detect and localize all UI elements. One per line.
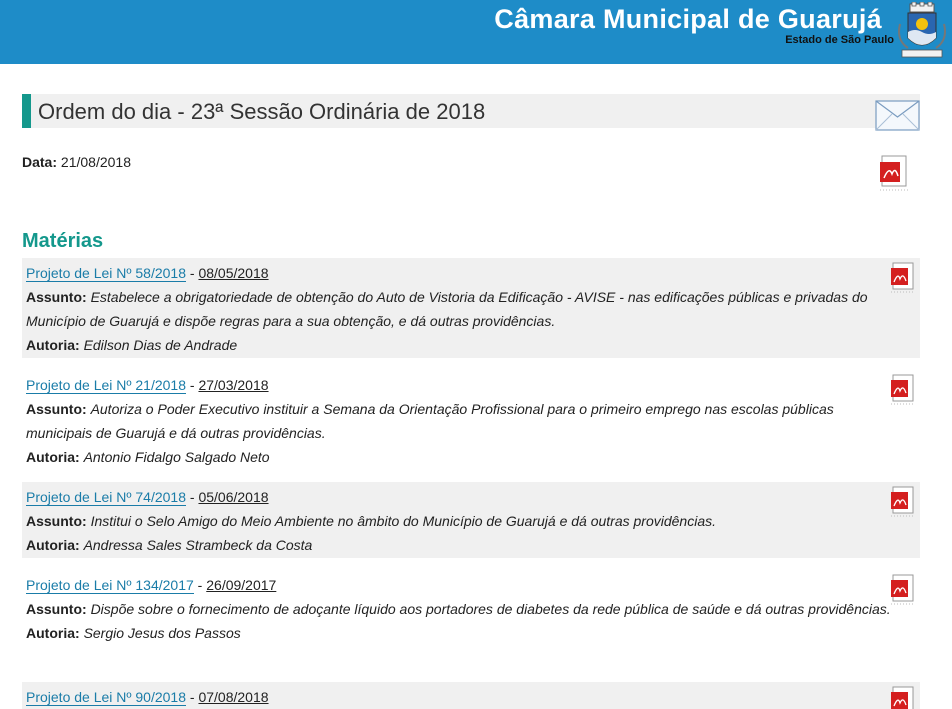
list-item [22, 482, 920, 558]
author-label: Autoria: [26, 625, 80, 641]
project-link[interactable]: Projeto de Lei Nº 58/2018 [26, 265, 187, 281]
project-date-link[interactable]: 07/08/2018 [198, 689, 269, 705]
title-accent [22, 94, 31, 128]
subject-text: Autoriza o Poder Executivo instituir a Semana da Orientação Profissional para o primeiro emprego nas escolas públicas municipais de Guarujá e dá outras providências. [26, 401, 834, 441]
pdf-icon[interactable] [890, 574, 916, 606]
list-item [22, 570, 920, 670]
list-item [22, 258, 920, 358]
project-link[interactable]: Projeto de Lei Nº 90/2018 [26, 689, 187, 705]
site-subtitle: Estado de São Paulo [785, 34, 894, 46]
page-title: Ordem do dia - 23ª Sessão Ordinária de 2018 [38, 99, 486, 124]
separator: - [186, 265, 199, 281]
pdf-icon[interactable] [878, 154, 910, 192]
project-link[interactable]: Projeto de Lei Nº 134/2017 [26, 577, 194, 593]
project-link[interactable]: Projeto de Lei Nº 21/2018 [26, 377, 187, 393]
pdf-icon[interactable] [890, 686, 916, 709]
project-link[interactable]: Projeto de Lei Nº 74/2018 [26, 489, 187, 505]
date-label: Data: [22, 154, 58, 170]
list-item [22, 682, 920, 709]
separator: - [186, 377, 199, 393]
author-text: Andressa Sales Strambeck da Costa [83, 537, 313, 553]
section-title: Matérias [22, 230, 104, 252]
subject-label: Assunto: [26, 513, 87, 529]
project-date-link[interactable]: 05/06/2018 [198, 489, 269, 505]
author-text: Antonio Fidalgo Salgado Neto [83, 449, 270, 465]
city-crest-icon[interactable] [896, 2, 948, 64]
author-label: Autoria: [26, 537, 80, 553]
subject-text: Estabelece a obrigatoriedade de obtenção do Auto de Vistoria da Edificação - AVISE - nas edificações públicas e privadas do Município de Guarujá e dispõe regras para a sua obtenção, e dá outras providências. [26, 289, 868, 329]
separator: - [193, 577, 207, 593]
project-date-link[interactable]: 08/05/2018 [198, 265, 269, 281]
author-label: Autoria: [26, 337, 80, 353]
date-value: 21/08/2018 [60, 154, 131, 170]
site-header [0, 0, 952, 64]
subject-label: Assunto: [26, 401, 87, 417]
author-text: Sergio Jesus dos Passos [83, 625, 241, 641]
site-title[interactable]: Câmara Municipal de Guarujá [494, 4, 882, 34]
page-title-bar [22, 94, 920, 128]
author-label: Autoria: [26, 449, 80, 465]
separator: - [186, 689, 199, 705]
separator: - [186, 489, 199, 505]
project-date-link[interactable]: 27/03/2018 [198, 377, 269, 393]
pdf-icon[interactable] [890, 486, 916, 518]
list-item [22, 370, 920, 470]
pdf-icon[interactable] [890, 374, 916, 406]
subject-label: Assunto: [26, 601, 87, 617]
project-date-link[interactable]: 26/09/2017 [206, 577, 277, 593]
session-date [22, 154, 131, 170]
subject-label: Assunto: [26, 289, 87, 305]
author-text: Edilson Dias de Andrade [83, 337, 238, 353]
email-envelope-icon[interactable] [875, 100, 920, 131]
subject-text: Dispõe sobre o fornecimento de adoçante líquido aos portadores de diabetes da rede pública de saúde e dá outras providências. [90, 601, 891, 617]
subject-text: Institui o Selo Amigo do Meio Ambiente no âmbito do Município de Guarujá e dá outras providências. [90, 513, 716, 529]
pdf-icon[interactable] [890, 262, 916, 294]
